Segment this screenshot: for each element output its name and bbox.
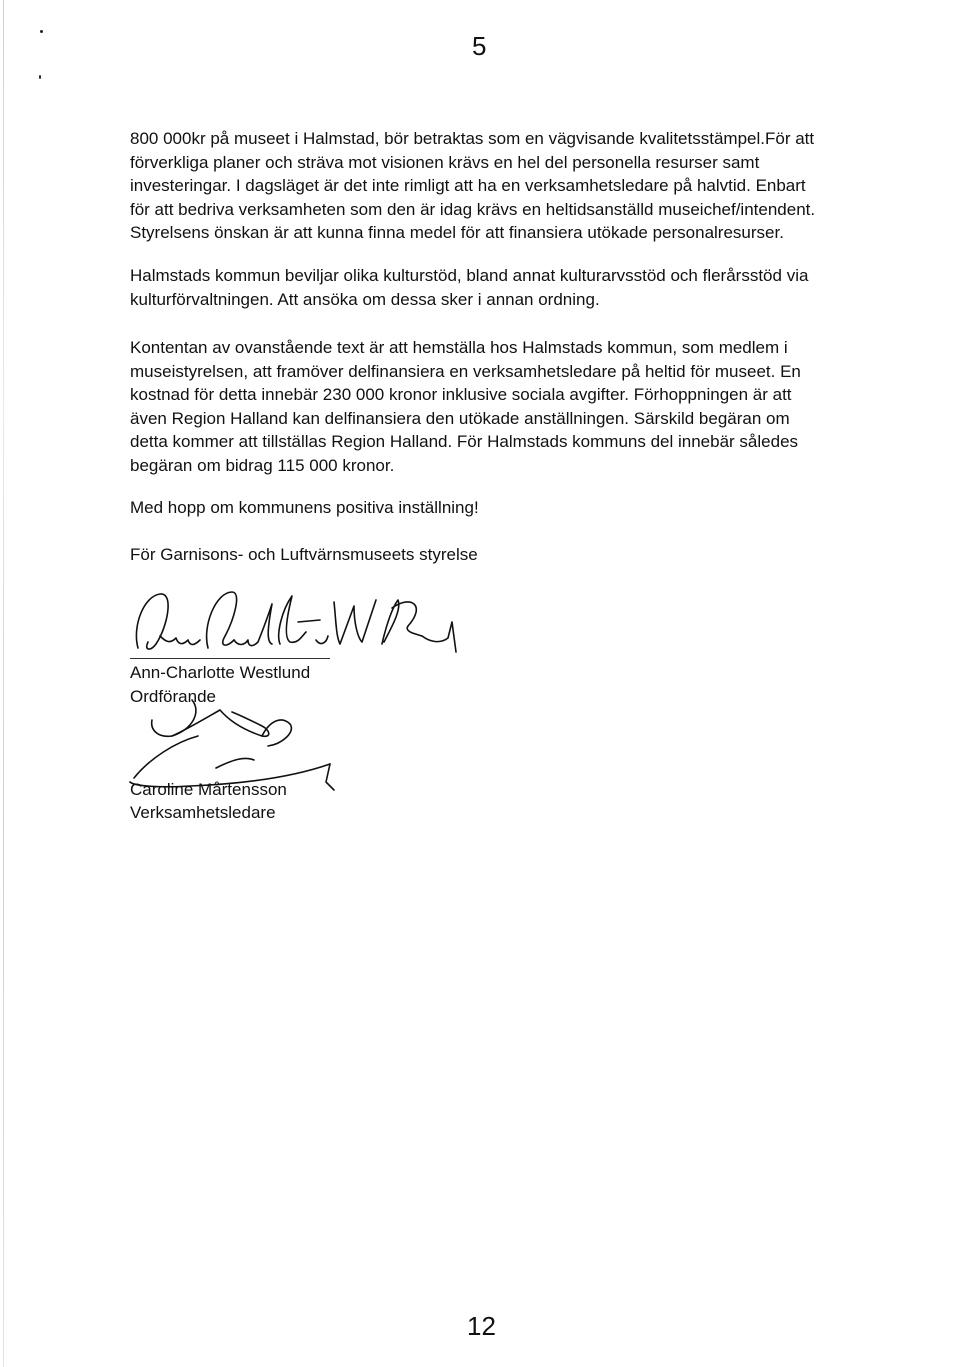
scan-edge [3,0,4,1367]
text-line: detta kommer att tillställas Region Halland. För Halmstads kommuns del innebär således [130,432,799,451]
signatory-name: Caroline Mårtensson [130,780,287,799]
paragraph-request [130,336,830,477]
text-line: för att bedriva verksamheten som den är idag krävs en heltidsanställd museichef/intendent. [130,199,816,219]
signature-underline [130,658,330,659]
text-line: Halmstads kommun beviljar olika kulturstöd, bland annat kulturarvsstöd och flerårsstöd via [130,266,809,285]
scan-speck [40,30,43,33]
text-line: förverkliga planer och sträva mot visionen krävs en hel del personella resurser samt [130,152,760,172]
sender-line: För Garnisons- och Luftvärnsmuseets styrelse [130,545,478,564]
text-line: Kontentan av ovanstående text är att hemställa hos Halmstads kommun, som medlem i [130,338,788,357]
text-line: 800 000kr på museet i Halmstad, bör betraktas som en vägvisande kvalitetsstämpel.För att [130,129,815,148]
text-line: begäran om bidrag 115 000 kronor. [130,455,395,475]
closing-line: Med hopp om kommunens positiva inställning! [130,498,479,517]
text-line: museistyrelsen, att framöver delfinansiera en verksamhetsledare på heltid för museet. En [130,361,801,381]
handwritten-signature-westlund [130,586,460,666]
signatory-role: Verksamhetsledare [130,803,276,822]
signatory-name: Ann-Charlotte Westlund [130,663,311,682]
paragraph-funding-need [130,127,830,245]
scan-speck [39,75,41,79]
page-number-bottom: 12 [467,1311,496,1341]
paragraph-cultural-support [130,264,830,311]
text-line: även Region Halland kan delfinansiera den utökade anställningen. Särskild begäran om [130,408,790,428]
text-line: kostnad för detta innebär 230 000 kronor inklusive sociala avgifter. Förhoppningen är att [130,385,792,404]
signatory-role: Ordförande [130,687,216,706]
text-line: kulturförvaltningen. Att ansöka om dessa sker i annan ordning. [130,289,600,309]
page-number-top: 5 [472,31,487,61]
text-line: investeringar. I dagsläget är det inte rimligt att ha en verksamhetsledare på halvtid. Enbart [130,176,806,195]
text-line: Styrelsens önskan är att kunna finna medel för att finansiera utökade personalresurser. [130,223,784,242]
